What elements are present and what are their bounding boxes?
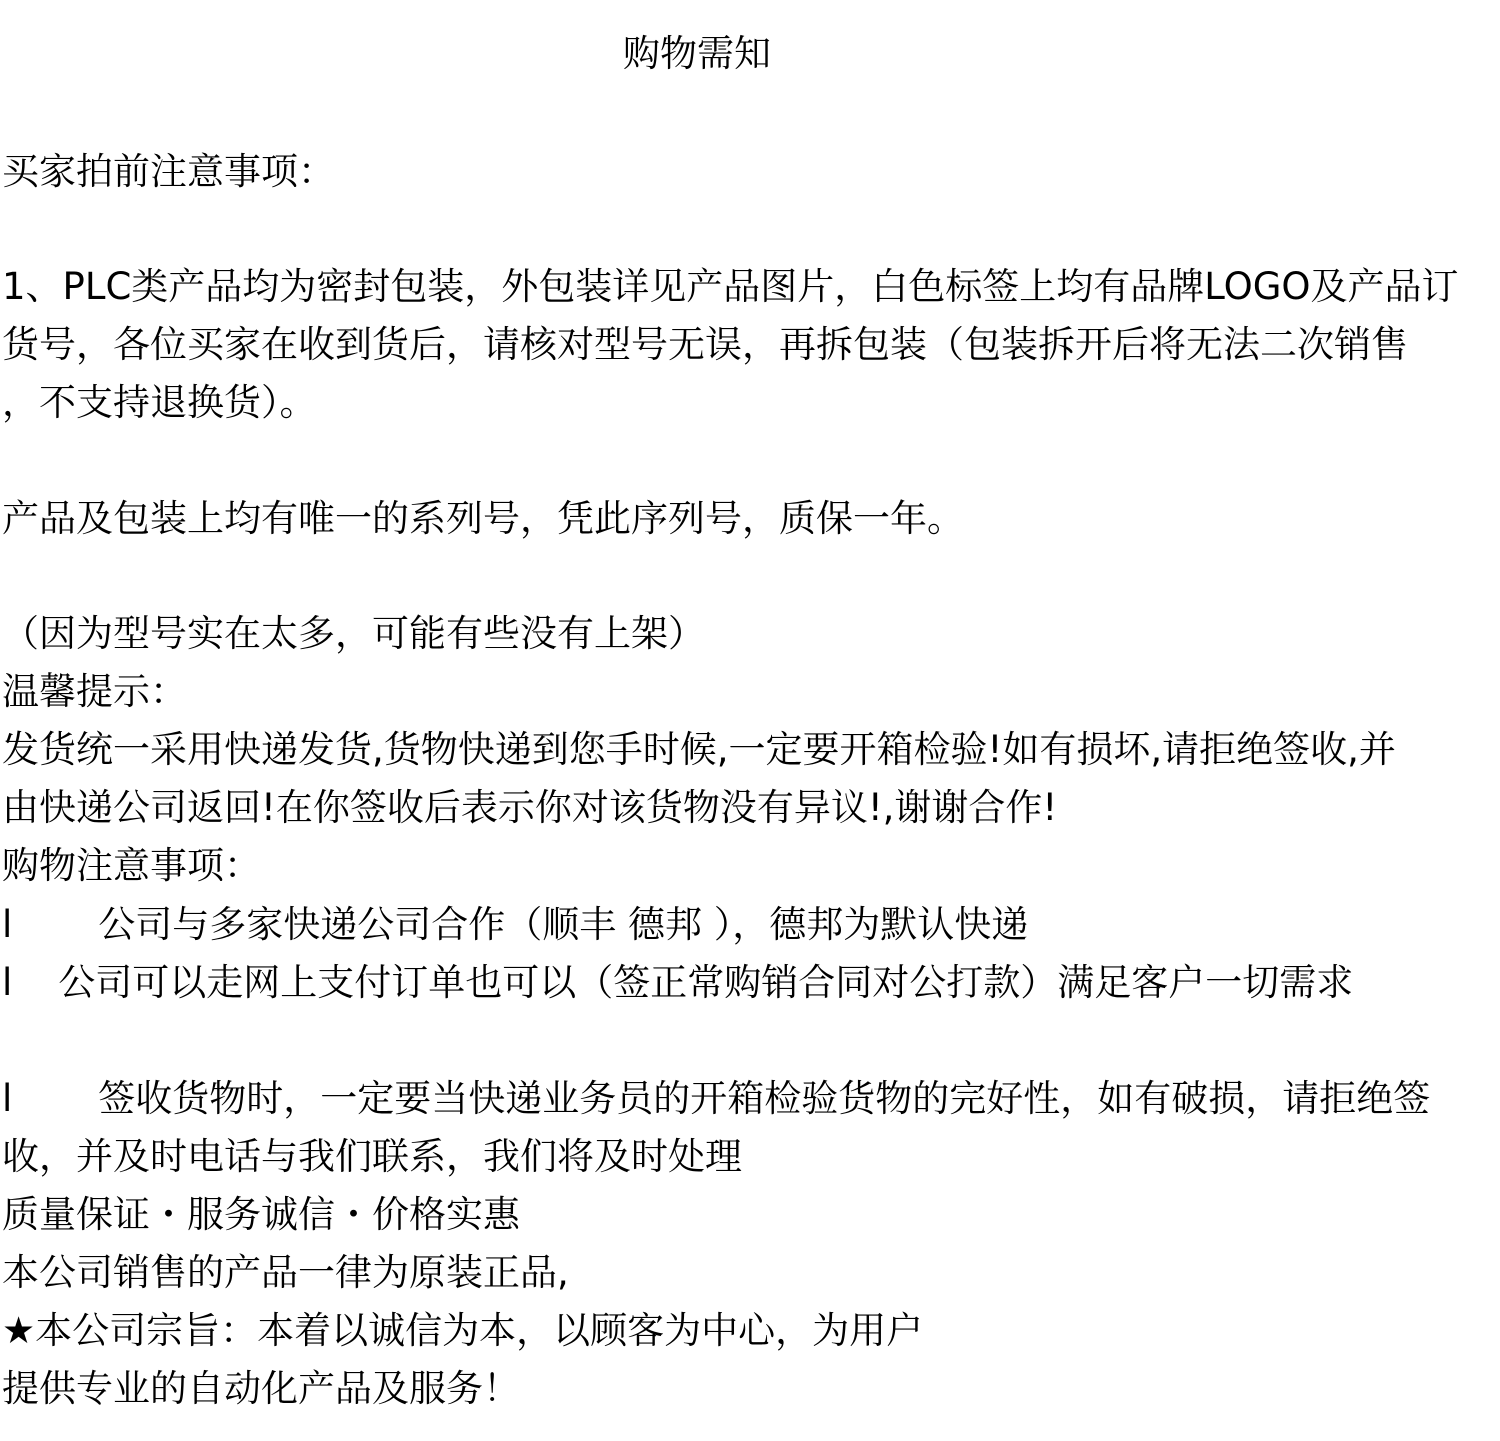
shopping-bullet-item-3-line-1	[2, 1077, 1496, 1121]
tips-line-2: 由快递公司返回!在你签收后表示你对该货物没有异议!,谢谢合作!	[2, 786, 1058, 829]
shopping-bullet-item-1	[2, 903, 1496, 947]
shopping-bullet-item-3-text: 签收货物时，一定要当快递业务员的开箱检验货物的完好性，如有破损，请拒绝签	[98, 1077, 1431, 1120]
notice-item-1-line-2: 货号，各位买家在收到货后，请核对型号无误，再拆包装（包装拆开后将无法二次销售	[2, 323, 1408, 366]
tips-heading: 温馨提示：	[2, 670, 187, 713]
serial-warranty-note: 产品及包装上均有唯一的系列号，凭此序列号，质保一年。	[2, 497, 964, 540]
bullet-icon: l	[2, 961, 13, 1004]
model-availability-note: （因为型号实在太多，可能有些没有上架）	[2, 612, 705, 655]
page-title: 购物需知	[623, 32, 771, 75]
tips-line-1: 发货统一采用快递发货,货物快递到您手时候,一定要开箱检验!如有损坏,请拒绝签收,并	[2, 728, 1396, 771]
shopping-notes-heading: 购物注意事项：	[2, 844, 261, 887]
company-mission-line-2: 提供专业的自动化产品及服务！	[2, 1367, 520, 1410]
genuine-products-note: 本公司销售的产品一律为原装正品,	[2, 1251, 569, 1294]
slogan: 质量保证・服务诚信・价格实惠	[2, 1193, 520, 1236]
shopping-bullet-item-3-line-2: 收，并及时电话与我们联系，我们将及时处理	[2, 1135, 742, 1178]
section-heading-before-purchase: 买家拍前注意事项：	[2, 150, 335, 193]
bullet-icon: l	[2, 903, 13, 946]
shopping-bullet-item-1-text: 公司与多家快递公司合作（顺丰 德邦 ），德邦为默认快递	[98, 903, 1029, 946]
company-mission-line-1: ★本公司宗旨：本着以诚信为本，以顾客为中心，为用户	[2, 1309, 924, 1352]
bullet-icon: l	[2, 1077, 13, 1120]
notice-item-1-line-3: ，不支持退换货）。	[2, 381, 317, 424]
notice-item-1-line-1: 1、PLC类产品均为密封包装，外包装详见产品图片，白色标签上均有品牌LOGO及产品订	[2, 265, 1459, 308]
shopping-bullet-item-2-text: 公司可以走网上支付订单也可以（签正常购销合同对公打款）满足客户一切需求	[58, 961, 1354, 1004]
shopping-bullet-item-2	[2, 961, 1496, 1005]
